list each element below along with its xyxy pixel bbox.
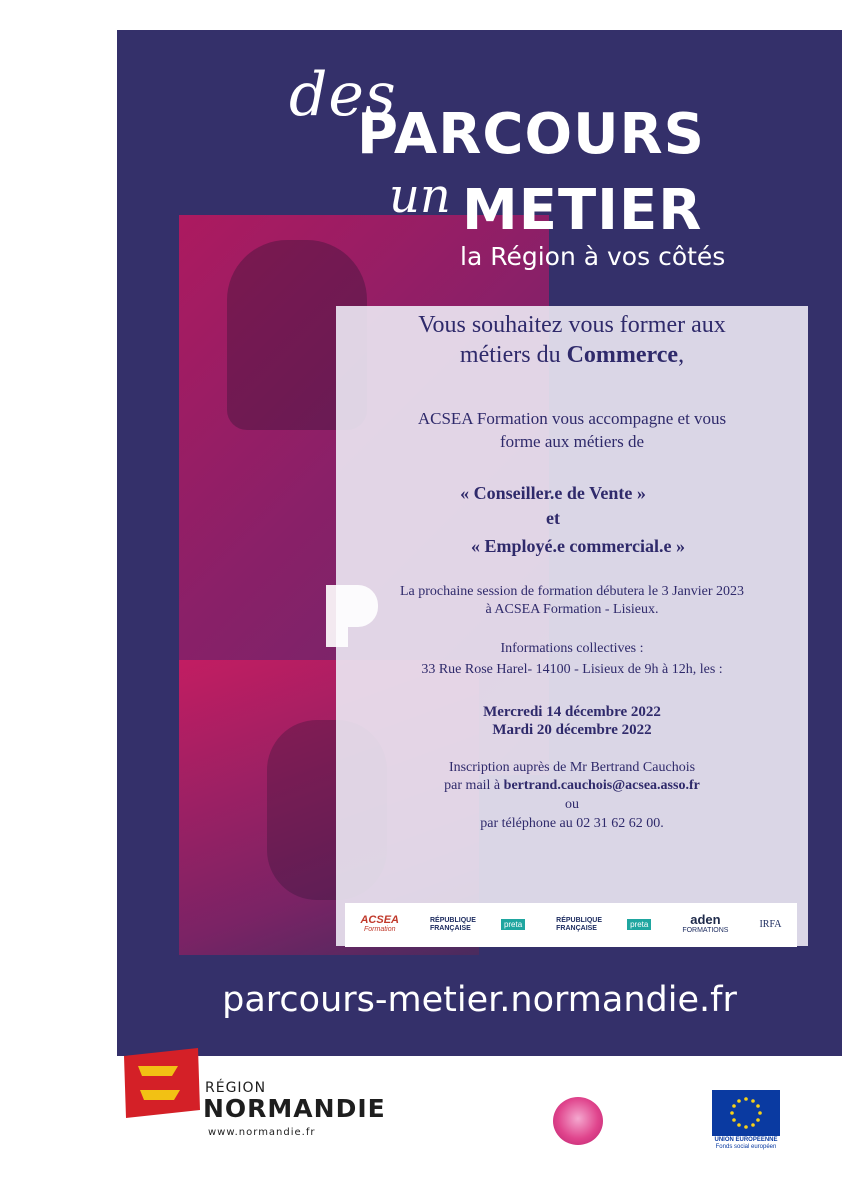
contact-mail-prefix: par mail à (444, 778, 504, 793)
brand-metier: METIER (462, 178, 703, 243)
headline-sector: Commerce (566, 342, 679, 368)
region-name: NORMANDIE (203, 1094, 386, 1123)
job-and: et (546, 508, 560, 528)
normandie-flag-icon (120, 1048, 202, 1120)
brand-des: des (289, 60, 397, 130)
brand-parcours: PARCOURS (357, 102, 705, 167)
info-title: Informations collectives : (500, 641, 644, 656)
contact-email-link[interactable]: bertrand.cauchois@acsea.asso.fr (503, 778, 700, 793)
eu-title: UNION EUROPÉENNE (714, 1137, 778, 1143)
irfa-logo: IRFA (759, 918, 782, 930)
headline-line-1: Vous souhaitez vous former aux (418, 312, 726, 338)
eu-subtitle: Fonds social européen (715, 1144, 777, 1150)
preta-logo-2: preta (627, 921, 651, 930)
headline-prefix: métiers du (459, 342, 567, 368)
date-1: Mercredi 14 décembre 2022 (483, 704, 661, 720)
info-address: 33 Rue Rose Harel- 14100 - Lisieux de 9h à 12h, les : (421, 662, 723, 677)
republique-francaise-logo-2: RÉPUBLIQUE FRANÇAISE (556, 917, 603, 932)
session-line-1: La prochaine session de formation débutera le 3 Janvier 2023 (399, 584, 745, 599)
date-2: Mardi 20 décembre 2022 (492, 722, 652, 738)
headline-suffix: , (678, 342, 685, 368)
preta-logo-1: preta (501, 921, 525, 930)
intro-line-1: ACSEA Formation vous accompagne et vous (417, 409, 727, 428)
republique-francaise-logo-1: RÉPUBLIQUE FRANÇAISE (429, 917, 476, 932)
job-title-1: « Conseiller.e de Vente » (460, 483, 646, 503)
region-label: RÉGION (205, 1080, 267, 1096)
job-title-2: « Employé.e commercial.e » (470, 536, 686, 556)
aden-logo: aden FORMATIONS (682, 911, 729, 934)
contact-line-1: Inscription auprès de Mr Bertrand Cauchois (448, 760, 696, 775)
headline-line-2 (336, 342, 808, 369)
session-line-2: à ACSEA Formation - Lisieux. (485, 602, 659, 617)
acsea-logo: ACSEA Formation (360, 914, 399, 933)
contact-or: ou (565, 797, 579, 812)
contact-line-2 (336, 778, 808, 794)
intro-line-2: forme aux métiers de (500, 432, 644, 451)
info-panel (336, 306, 808, 946)
brand-tagline: la Région à vos côtés (460, 242, 726, 271)
website-url[interactable]: parcours-metier.normandie.fr (222, 980, 737, 1020)
contact-phone: par téléphone au 02 31 62 62 00. (480, 816, 664, 831)
partner-logos-strip (345, 903, 797, 947)
eu-flag-icon (712, 1090, 780, 1136)
region-url[interactable]: www.normandie.fr (208, 1127, 316, 1138)
brand-un: un (389, 168, 451, 224)
engagement-emploi-logo (553, 1097, 603, 1145)
poster (117, 30, 842, 1056)
